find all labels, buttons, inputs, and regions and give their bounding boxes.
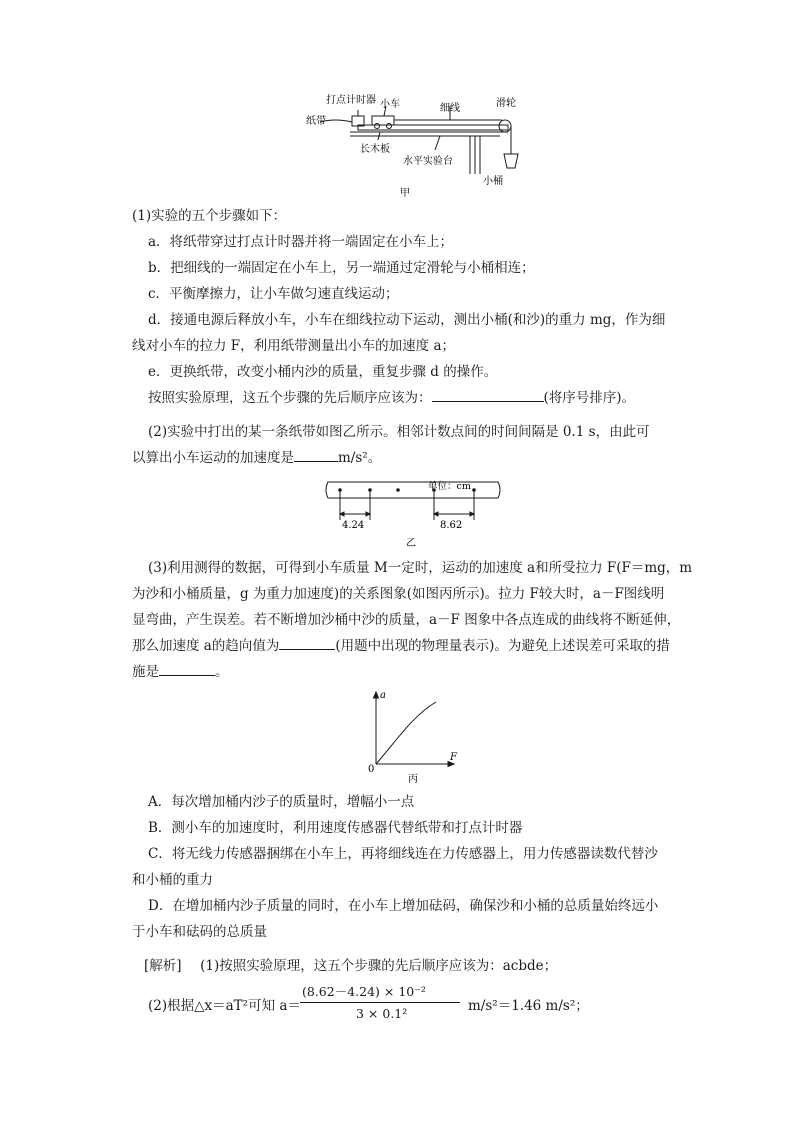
q1-order: [148, 388, 708, 408]
q1-order-suffix: (将序号排序)。: [543, 390, 636, 406]
q3-line2: 为沙和小桶质量，g 为重力加速度)的关系图象(如图丙所示)。拉力 F较大时，a－F图线明: [132, 586, 665, 602]
analysis-answer-2: (2)根据△x＝aT²可知 a＝: [148, 998, 301, 1014]
label-bucket: 小桶: [483, 176, 503, 187]
label-string: 细线: [440, 103, 460, 114]
long-board: [358, 125, 508, 130]
q1-step-e: e．更换纸带，改变小桶内沙的质量，重复步骤 d 的操作。: [148, 364, 498, 380]
label-pulley: 滑轮: [496, 98, 516, 109]
figure-paper-tape: [322, 476, 504, 550]
figure-apparatus: [300, 92, 540, 202]
caption-bing: 丙: [408, 774, 418, 785]
option-c-line2: 和小桶的重力: [132, 872, 213, 888]
q3-line5-prefix: 施是: [132, 664, 159, 680]
q1-step-d-line1: d．接通电源后释放小车，小车在细线拉动下运动，测出小桶(和沙)的重力 mg，作为细: [148, 312, 666, 328]
tape-distance-2: 8.62: [440, 520, 463, 531]
q1-order-blank[interactable]: [432, 401, 544, 402]
q3-line4-prefix: 那么加速度 a的趋向值为: [132, 638, 280, 654]
label-tape: 纸带: [306, 116, 326, 127]
q3-measure-blank[interactable]: [159, 675, 215, 676]
label-timer: 打点计时器: [326, 95, 376, 106]
q1-intro: (1)实验的五个步骤如下：: [132, 208, 287, 224]
q3-line5: [132, 662, 692, 682]
q3-line3: 显弯曲，产生误差。若不断增加沙桶中沙的质量，a－F 图象中各点连成的曲线将不断延伸，: [132, 612, 681, 628]
figure-a-f-graph: [364, 686, 464, 786]
q1-step-d-line2: 线对小车的拉力 F，利用纸带测量出小车的加速度 a；: [132, 338, 455, 354]
caption-jia: 甲: [400, 188, 410, 199]
q1-step-a: a．将纸带穿过打点计时器并将一端固定在小车上；: [148, 234, 454, 250]
q1-order-prefix: 按照实验原理，这五个步骤的先后顺序应该为：: [148, 390, 432, 406]
q1-step-b: b．把细线的一端固定在小车上，另一端通过定滑轮与小桶相连；: [148, 260, 535, 276]
tape-dot: [368, 488, 372, 492]
analysis-line-1: (1)按照实验原理，这五个步骤的先后顺序应该为：acbde；: [200, 958, 558, 974]
q2-line1: (2)实验中打出的某一条纸带如图乙所示。相邻计数点间的时间间隔是 0.1 s，由此可: [148, 424, 650, 440]
a-f-curve: [376, 702, 436, 764]
analysis-tag: [解析]: [144, 958, 182, 974]
label-cart: 小车: [380, 99, 400, 110]
label-table: 水平实验台: [403, 156, 453, 167]
option-c-line1: C．将无线力传感器捆绑在小车上，再将细线连在力传感器上，用力传感器读数代替沙: [148, 846, 658, 862]
label-board: 长木板: [360, 144, 390, 155]
q3-line1: (3)利用测得的数据，可得到小车质量 M一定时，运动的加速度 a和所受拉力 F(F＝mg，m: [148, 560, 693, 576]
option-a: A．每次增加桶内沙子的质量时，增幅小一点: [148, 794, 415, 810]
tape-dot: [338, 488, 342, 492]
bucket-shape: [504, 154, 518, 168]
tape-dot: [472, 488, 476, 492]
x-axis-label: F: [450, 752, 457, 763]
q2-line2-prefix: 以算出小车运动的加速度是: [132, 450, 294, 466]
q2-line2: [132, 448, 692, 468]
option-d-line1: D．在增加桶内沙子质量的同时，在小车上增加砝码，确保沙和小桶的总质量始终远小: [148, 898, 659, 914]
fraction-bar: [300, 1002, 460, 1003]
tape-unit: 单位：cm: [428, 481, 471, 492]
q2-line2-suffix: m/s²。: [338, 450, 382, 466]
analysis-answer-1: [144, 956, 704, 976]
option-d-line2: 于小车和砝码的总质量: [132, 924, 267, 940]
q3-line4: [132, 636, 692, 656]
fraction-denominator: 3 × 0.1²: [356, 1006, 408, 1021]
y-axis-label: a: [380, 690, 386, 701]
caption-yi: 乙: [406, 538, 416, 549]
q3-line5-suffix: 。: [215, 664, 229, 680]
q2-answer-blank[interactable]: [294, 461, 338, 462]
tape-dot: [396, 488, 400, 492]
option-b: B．测小车的加速度时，利用速度传感器代替纸带和打点计时器: [148, 820, 523, 836]
tape-distance-1: 4.24: [342, 520, 365, 531]
origin-label: 0: [368, 764, 375, 775]
q1-step-c: c．平衡摩擦力，让小车做匀速直线运动；: [148, 286, 399, 302]
analysis-result: m/s²＝1.46 m/s²；: [468, 998, 589, 1014]
q3-limit-blank[interactable]: [279, 649, 335, 650]
q3-line4-suffix: (用题中出现的物理量表示)。为避免上述误差可采取的措: [335, 638, 670, 654]
fraction-numerator: (8.62－4.24) × 10⁻²: [302, 984, 426, 999]
